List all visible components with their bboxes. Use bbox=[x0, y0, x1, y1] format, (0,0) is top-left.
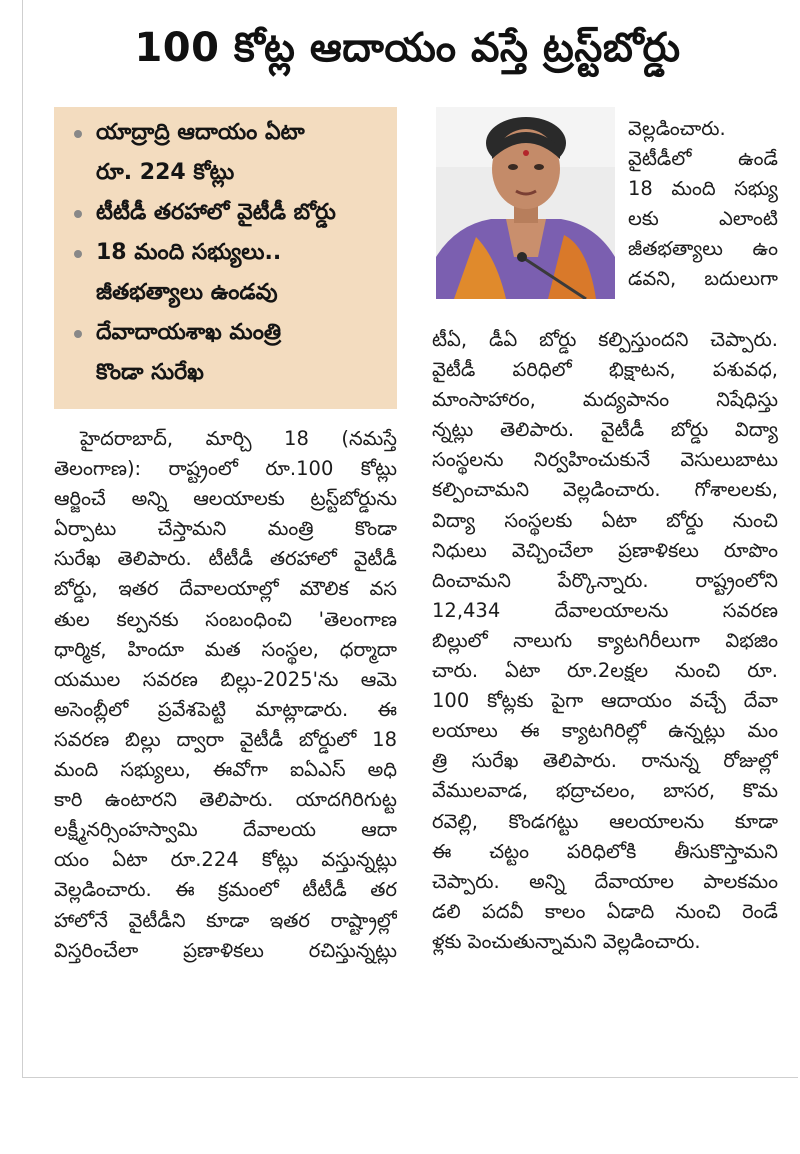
bullet-icon bbox=[74, 210, 82, 218]
body-line: తుల కల్పనకు సంబంధించి 'తెలంగాణ bbox=[54, 607, 397, 631]
portrait-illustration bbox=[436, 107, 615, 299]
body-line: తెలంగాణ): రాష్ట్రంలో రూ.100 కోట్లు bbox=[54, 457, 397, 481]
highlight-item bbox=[72, 113, 387, 193]
body-line: సురేఖ తెలిపారు. టీటీడీ తరహాలో వైటీడీ bbox=[54, 547, 397, 571]
article-body-right-column bbox=[432, 325, 778, 957]
body-line: మాంసాహారం, మద్యపానం నిషేధిస్తు bbox=[432, 388, 778, 412]
body-line: 18 మంది సభ్యు bbox=[628, 177, 778, 201]
body-line: సంస్థలను నిర్వహించుకునే వెసులుబాటు bbox=[432, 448, 778, 472]
body-line: కారి ఉంటారని తెలిపారు. యాదగిరిగుట్ట bbox=[54, 788, 397, 812]
highlight-item bbox=[72, 193, 387, 233]
body-line: 12,434 దేవాలయాలను సవరణ bbox=[432, 598, 778, 622]
highlight-item bbox=[72, 233, 387, 313]
highlight-line: దేవాదాయశాఖ మంత్రి bbox=[96, 320, 282, 345]
highlight-line: కొండా సురేఖ bbox=[96, 360, 204, 385]
highlight-line: యాద్రాద్రి ఆదాయం ఏటా bbox=[96, 120, 305, 145]
body-line: 100 కోట్లకు పైగా ఆదాయం వచ్చే దేవా bbox=[432, 689, 778, 713]
body-line: ఏర్పాటు చేస్తామని మంత్రి కొండా bbox=[54, 517, 397, 541]
body-line: కల్పించామని వెల్లడించారు. గోశాలలకు, bbox=[432, 478, 778, 502]
highlight-line: జీతభత్యాలు ఉండవు bbox=[96, 280, 278, 305]
body-line: హాలోనే వైటీడీని కూడా ఇతర రాష్ట్రాల్లో bbox=[54, 908, 397, 932]
body-line: వైటీడీ పరిధిలో భిక్షాటన, పశువధ, bbox=[432, 358, 778, 382]
body-line: వెల్లడించారు. ఈ క్రమంలో టీటీడీ తర bbox=[54, 878, 397, 902]
bullet-icon bbox=[74, 250, 82, 258]
body-line: ఈ చట్టం పరిధిలోకి తీసుకొస్తామని bbox=[432, 839, 778, 863]
body-line: టీఏ, డీఏ బోర్డు కల్పిస్తుందని చెప్పారు. bbox=[432, 328, 778, 351]
body-line: ళ్లకు పెంచుతున్నామని వెల్లడించారు. bbox=[432, 929, 701, 953]
headline: 100 కోట్ల ఆదాయం వస్తే ట్రస్ట్‌బోర్డు bbox=[134, 25, 681, 71]
body-line: రవెల్లి, కొండగట్టు ఆలయాలను కూడా bbox=[432, 809, 778, 833]
highlight-line: రూ. 224 కోట్లు bbox=[96, 160, 235, 185]
body-line: చెప్పారు. అన్ని దేవాయాల పాలకమం bbox=[432, 869, 778, 893]
highlight-line: 18 మంది సభ్యులు.. bbox=[96, 240, 282, 265]
body-line: డలి పదవీ కాలం ఏడాది నుంచి రెండే bbox=[432, 899, 778, 923]
body-line: త్రి సురేఖ తెలిపారు. రానున్న రోజుల్లో bbox=[432, 749, 778, 773]
body-line: జీతభత్యాలు ఉం bbox=[628, 237, 778, 261]
body-line: లయాలు ఈ క్యాటగిరిల్లో ఉన్నట్లు మం bbox=[432, 719, 778, 743]
body-line: వెల్లడించారు. bbox=[628, 117, 726, 140]
highlight-item bbox=[72, 313, 387, 393]
article-body-right-top bbox=[628, 114, 778, 295]
body-line: లక్ష్మీనర్సింహస్వామి దేవాలయ ఆదా bbox=[54, 818, 397, 842]
highlights-list bbox=[72, 113, 387, 393]
body-line: వైటీడీలో ఉండే bbox=[628, 147, 778, 171]
body-line: వేములవాడ, భద్రాచలం, బాసర, కొమ bbox=[432, 779, 778, 803]
highlight-line: టీటీడీ తరహాలో వైటీడీ బోర్డు bbox=[96, 200, 336, 225]
highlights-box bbox=[54, 107, 397, 409]
body-line: విస్తరించేలా ప్రణాళికలు రచిస్తున్నట్లు bbox=[54, 938, 397, 962]
body-line: న్నట్లు తెలిపారు. వైటీడీ బోర్డు విద్యా bbox=[432, 418, 778, 442]
body-line: ఆర్జించే అన్ని ఆలయాలకు ట్రస్ట్‌బోర్డును bbox=[54, 487, 397, 511]
body-line: బోర్డు, ఇతర దేవాలయాల్లో మౌలిక వస bbox=[54, 577, 397, 601]
body-line: నిధులు వెచ్చించేలా ప్రణాళికలు రూపొం bbox=[432, 538, 778, 562]
body-line: లకు ఎలాంటి bbox=[628, 207, 778, 231]
body-line: దించామని పేర్కొన్నారు. రాష్ట్రంలోని bbox=[432, 568, 778, 592]
body-line: సవరణ బిల్లు ద్వారా వైటీడీ బోర్డులో 18 bbox=[54, 727, 397, 751]
bullet-icon bbox=[74, 330, 82, 338]
body-line: మంది సభ్యులు, ఈవోగా ఐఏఎస్ అధి bbox=[54, 758, 397, 782]
body-line: ధార్మిక, హిందూ మత సంస్థల, ధర్మాదా bbox=[54, 637, 397, 661]
minister-photo bbox=[436, 107, 615, 299]
body-line: చారు. ఏటా రూ.2లక్షల నుంచి రూ. bbox=[432, 659, 778, 683]
body-line: విద్యా సంస్థలకు ఏటా బోర్డు నుంచి bbox=[432, 508, 778, 532]
body-line: డవని, బదులుగా bbox=[628, 267, 778, 291]
body-line: హైదరాబాద్, మార్చి 18 (నమస్తే bbox=[80, 427, 397, 450]
body-line: యం ఏటా రూ.224 కోట్లు వస్తున్నట్లు bbox=[54, 848, 397, 872]
bullet-icon bbox=[74, 130, 82, 138]
body-line: యముల సవరణ బిల్లు-2025'ను ఆమె bbox=[54, 667, 397, 691]
body-line: అసెంబ్లీలో ప్రవేశపెట్టి మాట్లాడారు. ఈ bbox=[54, 697, 397, 721]
article-body-left-column bbox=[54, 424, 397, 966]
body-line: బిల్లులో నాలుగు క్యాటగిరీలుగా విభజిం bbox=[432, 628, 778, 652]
